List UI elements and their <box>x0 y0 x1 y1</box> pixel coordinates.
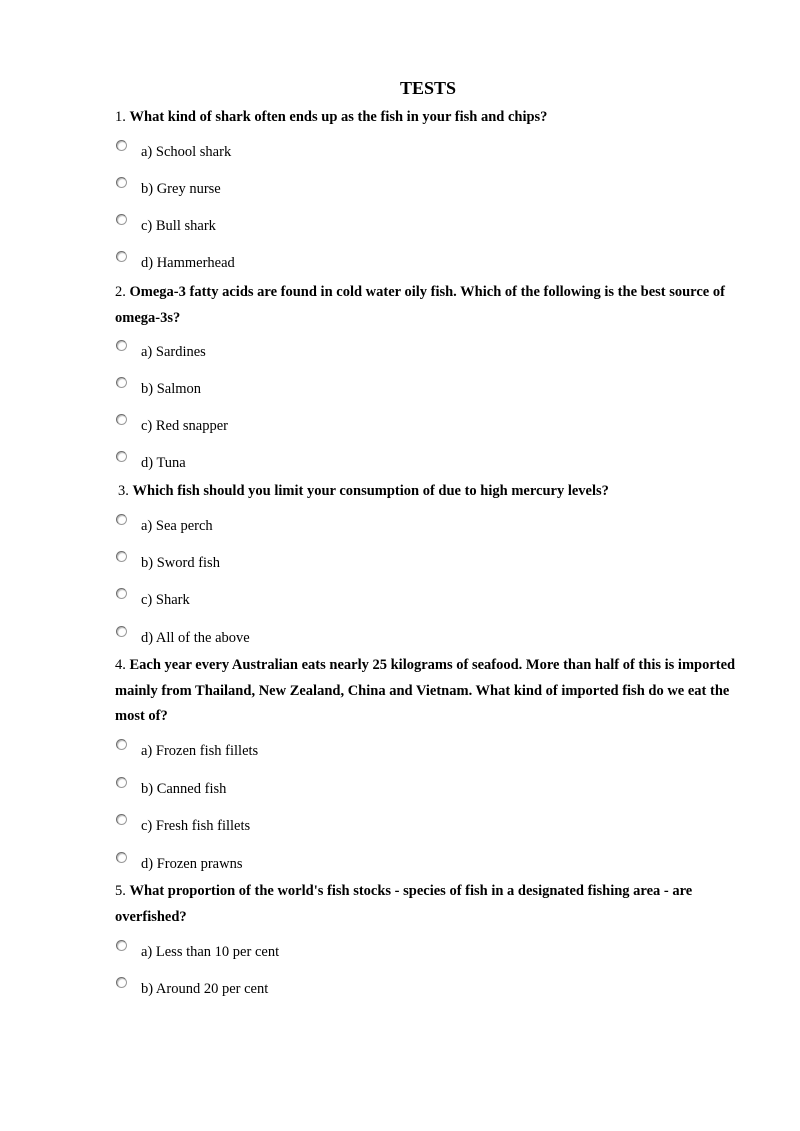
radio-button-icon[interactable] <box>116 514 127 525</box>
option-label: a) Sardines <box>141 344 206 360</box>
option-5b[interactable] <box>116 977 516 1003</box>
question-5 <box>115 879 745 930</box>
question-text: Omega-3 fatty acids are found in cold water oily fish. Which of the following is the best source of omega-3s? <box>115 284 725 326</box>
option-1c[interactable] <box>116 214 516 240</box>
radio-button-icon[interactable] <box>116 852 127 863</box>
option-3d[interactable] <box>116 626 516 652</box>
question-number: 2. <box>115 284 126 300</box>
radio-button-icon[interactable] <box>116 140 127 151</box>
radio-button-icon[interactable] <box>116 340 127 351</box>
option-label: d) Tuna <box>141 455 186 471</box>
question-number: 5. <box>115 883 126 899</box>
question-text: What proportion of the world's fish stocks - species of fish in a designated fishing area - are overfished? <box>115 883 693 925</box>
radio-button-icon[interactable] <box>116 814 127 825</box>
radio-button-icon[interactable] <box>116 177 127 188</box>
radio-button-icon[interactable] <box>116 588 127 599</box>
question-number: 4. <box>115 657 126 673</box>
option-label: b) Grey nurse <box>141 181 221 197</box>
question-number: 1. <box>115 109 126 125</box>
question-4 <box>115 653 745 730</box>
option-label: a) Less than 10 per cent <box>141 944 280 960</box>
option-label: a) School shark <box>141 144 232 160</box>
option-4d[interactable] <box>116 852 516 878</box>
question-text: What kind of shark often ends up as the fish in your fish and chips? <box>129 109 548 125</box>
radio-button-icon[interactable] <box>116 626 127 637</box>
question-text: Which fish should you limit your consumption of due to high mercury levels? <box>132 483 609 499</box>
option-3b[interactable] <box>116 551 516 577</box>
question-number: 3. <box>118 483 129 499</box>
option-label: d) Frozen prawns <box>141 856 243 872</box>
option-label: c) Red snapper <box>141 418 228 434</box>
radio-button-icon[interactable] <box>116 251 127 262</box>
question-text: Each year every Australian eats nearly 25 kilograms of seafood. More than half of this is imported mainly from Thailand, New Zealand, China and Vietnam. What kind of imported fish do we eat the most of? <box>115 657 736 724</box>
option-2d[interactable] <box>116 451 516 477</box>
option-label: b) Sword fish <box>141 555 220 571</box>
radio-button-icon[interactable] <box>116 940 127 951</box>
option-label: b) Around 20 per cent <box>141 981 269 997</box>
option-2b[interactable] <box>116 377 516 403</box>
radio-button-icon[interactable] <box>116 551 127 562</box>
option-5a[interactable] <box>116 940 516 966</box>
option-label: b) Canned fish <box>141 781 227 797</box>
option-label: c) Shark <box>141 592 190 608</box>
option-2c[interactable] <box>116 414 516 440</box>
option-label: d) All of the above <box>141 630 250 646</box>
page-title: TESTS <box>399 78 457 98</box>
option-4b[interactable] <box>116 777 516 803</box>
radio-button-icon[interactable] <box>116 977 127 988</box>
radio-button-icon[interactable] <box>116 739 127 750</box>
radio-button-icon[interactable] <box>116 451 127 462</box>
question-2 <box>115 280 745 331</box>
option-3c[interactable] <box>116 588 516 614</box>
option-4a[interactable] <box>116 739 516 765</box>
option-4c[interactable] <box>116 814 516 840</box>
option-1a[interactable] <box>116 140 516 166</box>
option-label: c) Bull shark <box>141 218 216 234</box>
option-label: a) Sea perch <box>141 518 213 534</box>
option-label: a) Frozen fish fillets <box>141 743 259 759</box>
option-label: d) Hammerhead <box>141 255 235 271</box>
option-2a[interactable] <box>116 340 516 366</box>
radio-button-icon[interactable] <box>116 377 127 388</box>
radio-button-icon[interactable] <box>116 777 127 788</box>
radio-button-icon[interactable] <box>116 414 127 425</box>
option-1d[interactable] <box>116 251 516 277</box>
option-label: c) Fresh fish fillets <box>141 818 251 834</box>
question-1 <box>115 105 745 131</box>
option-1b[interactable] <box>116 177 516 203</box>
option-3a[interactable] <box>116 514 516 540</box>
radio-button-icon[interactable] <box>116 214 127 225</box>
option-label: b) Salmon <box>141 381 202 397</box>
question-3 <box>118 479 748 505</box>
